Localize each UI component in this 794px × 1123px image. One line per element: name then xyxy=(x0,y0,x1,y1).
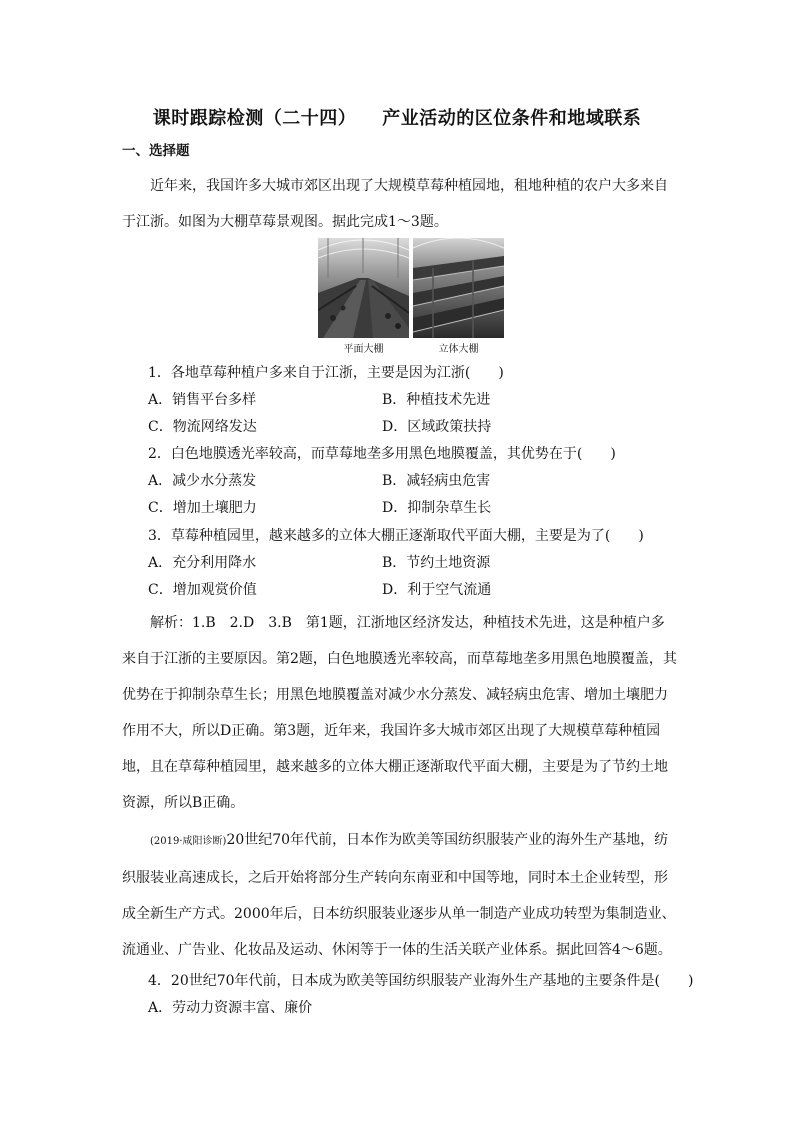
question-1-option-b: B．种植技术先进 xyxy=(382,392,491,408)
analysis-text: 解析：1.B 2.D 3.B 第1题，江浙地区经济发达，种植技术先进，这是种植户多来自于江浙的主要原因。第2题，白色地膜透光率较高，而草莓地垄多用黑色地膜覆盖，其优势在于抑制杂草生长；用黑色地膜覆盖对减少水分蒸发、减轻病虫危害、增加土壤肥力作用不大，所以D正确。第3题，近年来，我国许多大城市郊区出现了大规模草莓种植园地，且在草莓种植园里，越来越多的立体大棚正逐渐取代平面大棚，主要是为了节约土地资源，所以B正确。 xyxy=(122,615,677,811)
section-heading: 一、选择题 xyxy=(122,143,190,159)
intro-paragraph-2 xyxy=(122,822,678,968)
question-1-stem: 1．各地草莓种植户多来自于江浙，主要是因为江浙( ) xyxy=(148,365,504,381)
title-part2: 产业活动的区位条件和地域联系 xyxy=(382,108,642,129)
question-3-stem: 3．草莓种植园里，越来越多的立体大棚正逐渐取代平面大棚，主要是为了( ) xyxy=(148,528,644,544)
question-2-option-d: D．抑制杂草生长 xyxy=(382,500,492,516)
flat-greenhouse-photo xyxy=(318,238,409,338)
caption-flat-greenhouse: 平面大棚 xyxy=(343,344,384,355)
caption-vertical-greenhouse: 立体大棚 xyxy=(438,344,479,355)
page-title xyxy=(0,104,794,130)
intro-text-2-body: 20世纪70年代前，日本作为欧美等国纺织服装产业的海外生产基地，纺织服装业高速成长，之后开始将部分生产转向东南亚和中国等地，同时本土企业转型，形成全新生产方式。2000年后，日本纺织服装业逐步从单一制造产业成功转型为集制造业、流通业、广告业、化妆品及运动、休闲等于一体的生活关联产业体系。据此回答4～6题。 xyxy=(122,832,676,958)
question-3-option-d: D．利于空气流通 xyxy=(382,582,492,598)
question-3-option-a: A．充分利用降水 xyxy=(148,555,257,571)
question-1-option-c: C．物流网络发达 xyxy=(148,419,257,435)
question-3-option-c: C．增加观赏价值 xyxy=(148,582,257,598)
source-note: (2019·咸阳诊断) xyxy=(150,836,227,847)
intro-text-2 xyxy=(122,822,678,968)
question-1-option-d: D．区域政策扶持 xyxy=(382,419,492,435)
intro-paragraph-1 xyxy=(122,168,678,240)
vertical-greenhouse-photo xyxy=(413,238,504,338)
strawberry-greenhouse-figure xyxy=(318,238,504,355)
intro-text-1: 近年来，我国许多大城市郊区出现了大规模草莓种植园地，租地种植的农户大多来自于江浙。如图为大棚草莓景观图。据此完成1～3题。 xyxy=(122,178,668,230)
question-4-stem: 4．20世纪70年代前，日本成为欧美等国纺织服装产业海外生产基地的主要条件是( ) xyxy=(148,973,694,989)
question-1-option-a: A．销售平台多样 xyxy=(148,392,257,408)
question-4-option-a: A．劳动力资源丰富、廉价 xyxy=(148,1000,313,1016)
question-2-stem: 2．白色地膜透光率较高，而草莓地垄多用黑色地膜覆盖，其优势在于( ) xyxy=(148,446,616,462)
question-2-option-c: C．增加土壤肥力 xyxy=(148,500,257,516)
title-part1: 课时跟踪检测（二十四） xyxy=(152,108,357,129)
analysis-paragraph xyxy=(122,605,678,821)
question-2-option-b: B．减轻病虫危害 xyxy=(382,473,491,489)
question-3-option-b: B．节约土地资源 xyxy=(382,555,491,571)
question-2-option-a: A．减少水分蒸发 xyxy=(148,473,257,489)
